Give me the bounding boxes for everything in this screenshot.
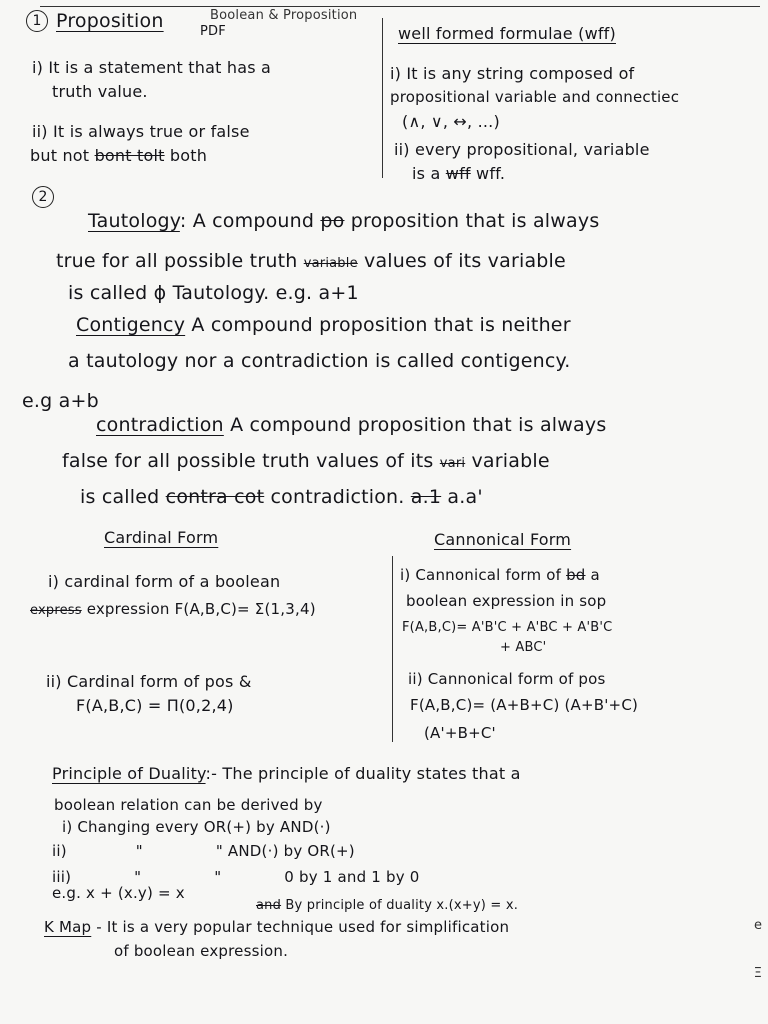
proposition-point-2b-end: both bbox=[169, 146, 208, 165]
proposition-title: Proposition bbox=[56, 10, 164, 32]
duality-line-5-ditto-2: " bbox=[214, 868, 222, 886]
duality-line-1-text: :- The principle of duality states that a bbox=[205, 764, 521, 783]
kmap-line-2: of boolean expression. bbox=[114, 942, 289, 960]
top-column-divider bbox=[382, 18, 383, 178]
duality-line-3: i) Changing every OR(+) by AND(·) bbox=[62, 818, 331, 836]
tautology-line-1-end: proposition that is always bbox=[350, 210, 600, 232]
duality-line-1 bbox=[52, 764, 521, 783]
tautology-line-3: is called ϕ Tautology. e.g. a+1 bbox=[68, 282, 359, 304]
tautology-struck-1: po bbox=[320, 210, 345, 232]
margin-mark-e: e bbox=[754, 918, 762, 933]
section-number-2: 2 bbox=[32, 186, 54, 208]
duality-struck-word: and bbox=[256, 898, 282, 913]
contingency-example: e.g a+b bbox=[22, 390, 99, 412]
contradiction-line-1 bbox=[96, 414, 606, 436]
contradiction-line-1-text: A compound proposition that is always bbox=[230, 414, 607, 436]
duality-line-4-ditto-1: " bbox=[135, 842, 143, 860]
proposition-point-2b-text: but not bbox=[30, 146, 90, 165]
contradiction-struck-2: contra cot bbox=[165, 486, 265, 508]
duality-line-4-num: ii) bbox=[52, 842, 67, 860]
canonical-line-6: F(A,B,C)= (A+B+C) (A+B'+C) bbox=[410, 696, 639, 714]
contradiction-struck-1: vari bbox=[439, 456, 466, 471]
canonical-line-4: + ABC' bbox=[500, 640, 547, 655]
duality-example-b bbox=[256, 898, 518, 913]
cardinal-line-2 bbox=[30, 600, 316, 618]
wff-line-5-text: is a bbox=[412, 164, 441, 183]
tautology-struck-2: variable bbox=[303, 256, 358, 271]
contradiction-line-2 bbox=[62, 450, 550, 472]
wff-line-4: ii) every propositional, variable bbox=[394, 140, 650, 159]
tautology-line-1-text: : A compound bbox=[179, 210, 315, 232]
duality-line-4-text: AND(·) by OR(+) bbox=[227, 842, 355, 860]
tautology-line-2 bbox=[56, 250, 566, 272]
cardinal-line-2-text: expression F(A,B,C)= Σ(1,3,4) bbox=[86, 600, 316, 618]
tautology-line-2-end: values of its variable bbox=[364, 250, 566, 272]
duality-line-5-text: 0 by 1 and 1 by 0 bbox=[284, 868, 420, 886]
wff-title: well formed formulae (wff) bbox=[398, 24, 616, 43]
proposition-point-2a: ii) It is always true or false bbox=[32, 122, 250, 141]
proposition-struck-words: bont tolt bbox=[94, 146, 165, 165]
cardinal-line-4: F(A,B,C) = Π(0,2,4) bbox=[76, 696, 234, 715]
section-number-1: 1 bbox=[26, 10, 48, 32]
kmap-line-1-text: - It is a very popular technique used for simplification bbox=[96, 918, 510, 936]
wff-line-2: propositional variable and connectiec bbox=[390, 88, 680, 106]
kmap-term: K Map bbox=[44, 918, 92, 936]
wff-struck-word: wff bbox=[445, 164, 471, 183]
duality-example-a: e.g. x + (x.y) = x bbox=[52, 884, 185, 902]
contradiction-line-3-mid: contradiction. bbox=[270, 486, 405, 508]
canonical-line-1-end: a bbox=[590, 566, 600, 584]
duality-line-4-ditto-2: " bbox=[215, 842, 223, 860]
contradiction-line-2-text: false for all possible truth values of its bbox=[62, 450, 434, 472]
contradiction-line-3 bbox=[80, 486, 483, 508]
duality-line-5-ditto-1: " bbox=[134, 868, 142, 886]
duality-line-5-num: iii) bbox=[52, 868, 72, 886]
proposition-point-2b bbox=[30, 146, 207, 165]
proposition-point-1a: i) It is a statement that has a bbox=[32, 58, 272, 77]
margin-mark-eq: Ξ bbox=[753, 966, 762, 981]
duality-term: Principle of Duality bbox=[52, 764, 206, 783]
duality-example-b-text: By principle of duality x.(x+y) = x. bbox=[285, 898, 519, 913]
wff-line-5 bbox=[412, 164, 505, 183]
tautology-line-1 bbox=[88, 210, 599, 232]
tautology-line-2-text: true for all possible truth bbox=[56, 250, 298, 272]
cardinal-line-3: ii) Cardinal form of pos & bbox=[46, 672, 252, 691]
contradiction-struck-3: a.1 bbox=[410, 486, 442, 508]
canonical-line-1 bbox=[400, 566, 600, 584]
wff-line-5-end: wff. bbox=[476, 164, 506, 183]
canonical-line-1-text: i) Cannonical form of bbox=[400, 566, 562, 584]
wff-line-1: i) It is any string composed of bbox=[390, 64, 635, 83]
canonical-line-7: (A'+B+C' bbox=[424, 724, 496, 742]
middle-column-divider bbox=[392, 556, 393, 742]
top-note: Boolean & Proposition bbox=[210, 8, 358, 23]
contradiction-line-3-end: a.a' bbox=[447, 486, 483, 508]
proposition-point-1b: truth value. bbox=[52, 82, 148, 101]
contingency-term: Contigency bbox=[76, 314, 186, 336]
tautology-term: Tautology bbox=[88, 210, 180, 232]
top-divider-line bbox=[40, 6, 760, 7]
duality-line-4 bbox=[52, 842, 355, 860]
contradiction-line-2-end: variable bbox=[471, 450, 550, 472]
contradiction-line-3-text: is called bbox=[80, 486, 160, 508]
canonical-line-3: F(A,B,C)= A'B'C + A'BC + A'B'C bbox=[402, 620, 613, 635]
contingency-line-1-text: A compound proposition that is neither bbox=[191, 314, 571, 336]
kmap-line-1 bbox=[44, 918, 509, 936]
pdf-note: PDF bbox=[200, 24, 226, 39]
duality-line-2: boolean relation can be derived by bbox=[54, 796, 323, 814]
canonical-struck-word: bd bbox=[566, 566, 586, 584]
canonical-form-title: Cannonical Form bbox=[434, 530, 572, 549]
cardinal-line-1: i) cardinal form of a boolean bbox=[48, 572, 281, 591]
canonical-line-2: boolean expression in sop bbox=[406, 592, 607, 610]
contingency-line-2: a tautology nor a contradiction is called contigency. bbox=[68, 350, 571, 372]
wff-line-3: (∧, ∨, ↔, ...) bbox=[402, 112, 500, 131]
cardinal-form-title: Cardinal Form bbox=[104, 528, 219, 547]
contingency-line-1 bbox=[76, 314, 571, 336]
canonical-line-5: ii) Cannonical form of pos bbox=[408, 670, 606, 688]
contradiction-term: contradiction bbox=[96, 414, 224, 436]
cardinal-struck-word: express bbox=[30, 603, 82, 618]
